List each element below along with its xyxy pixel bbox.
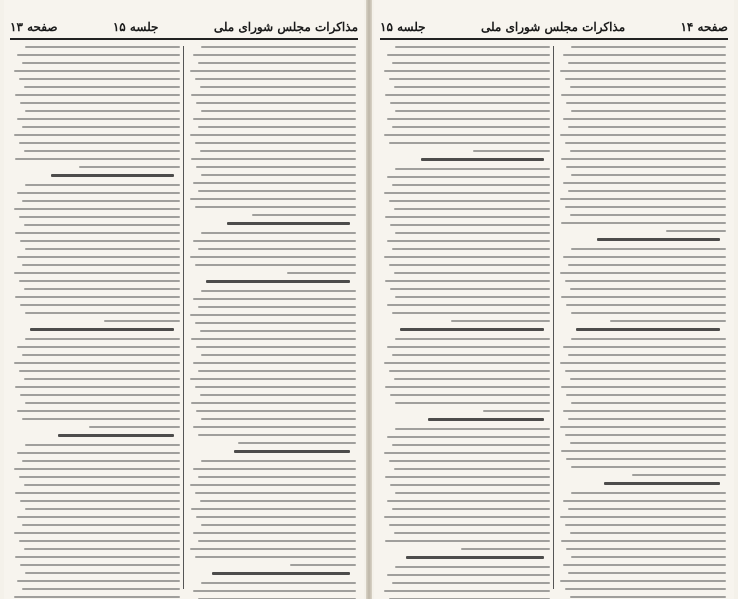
text-line xyxy=(394,378,550,380)
text-line xyxy=(561,540,726,542)
text-line xyxy=(566,304,726,306)
text-line xyxy=(198,248,356,250)
text-line xyxy=(560,516,726,518)
text-line xyxy=(15,158,180,160)
text-line xyxy=(563,500,726,502)
text-line xyxy=(387,436,550,438)
text-line xyxy=(200,394,356,396)
text-line xyxy=(14,532,180,534)
text-line xyxy=(565,142,726,144)
text-line xyxy=(193,54,356,56)
text-line xyxy=(201,290,356,292)
text-line xyxy=(200,330,356,332)
text-line xyxy=(394,208,550,210)
text-line xyxy=(461,548,550,550)
text-line xyxy=(390,484,550,486)
text-line xyxy=(195,386,356,388)
text-line xyxy=(193,118,356,120)
text-line xyxy=(570,150,726,152)
text-line xyxy=(89,426,180,428)
text-line xyxy=(392,354,550,356)
text-line xyxy=(563,54,726,56)
right-page-right-column xyxy=(558,46,726,589)
right-page-title: مذاکرات مجلس شورای ملی xyxy=(480,20,626,34)
right-page-header-rule xyxy=(380,38,728,40)
text-line xyxy=(395,46,550,48)
text-line xyxy=(390,102,550,104)
agenda-item-heading xyxy=(428,418,544,421)
text-line xyxy=(570,378,726,380)
text-line xyxy=(570,442,726,444)
left-page-title: مذاکرات مجلس شورای ملی xyxy=(213,20,358,34)
text-line xyxy=(190,70,356,72)
agenda-item-heading xyxy=(604,482,720,485)
text-line xyxy=(560,580,726,582)
text-line xyxy=(392,508,550,510)
text-line xyxy=(193,590,356,592)
text-line xyxy=(385,280,550,282)
text-line xyxy=(196,102,356,104)
text-line xyxy=(22,126,180,128)
text-line xyxy=(394,468,550,470)
text-line xyxy=(17,516,180,518)
text-line xyxy=(19,142,180,144)
text-line xyxy=(395,232,550,234)
text-line xyxy=(565,206,726,208)
left-page-header xyxy=(10,18,358,36)
text-line xyxy=(568,190,726,192)
text-line xyxy=(17,580,180,582)
text-line xyxy=(201,232,356,234)
text-line xyxy=(666,230,726,232)
text-line xyxy=(201,460,356,462)
text-line xyxy=(15,94,180,96)
left-page-left-column xyxy=(12,46,180,589)
text-line xyxy=(384,256,550,258)
text-line xyxy=(15,386,180,388)
text-line xyxy=(191,402,356,404)
text-line xyxy=(384,516,550,518)
text-line xyxy=(191,508,356,510)
text-line xyxy=(392,582,550,584)
text-line xyxy=(389,264,550,266)
text-line xyxy=(483,410,550,412)
text-line xyxy=(24,288,180,290)
text-line xyxy=(568,126,726,128)
text-line xyxy=(571,312,726,314)
text-line xyxy=(394,86,550,88)
text-line xyxy=(384,452,550,454)
text-line xyxy=(392,312,550,314)
text-line xyxy=(17,410,180,412)
text-line xyxy=(24,86,180,88)
text-line xyxy=(19,540,180,542)
text-line xyxy=(571,492,726,494)
text-line xyxy=(392,184,550,186)
text-line xyxy=(198,370,356,372)
text-line xyxy=(14,70,180,72)
agenda-item-heading xyxy=(227,222,350,225)
text-line xyxy=(561,450,726,452)
text-line xyxy=(190,256,356,258)
text-line xyxy=(195,78,356,80)
text-line xyxy=(190,314,356,316)
text-line xyxy=(200,500,356,502)
text-line xyxy=(390,288,550,290)
text-line xyxy=(571,466,726,468)
text-line xyxy=(17,54,180,56)
text-line xyxy=(560,70,726,72)
text-line xyxy=(395,402,550,404)
agenda-item-heading xyxy=(58,434,174,437)
text-line xyxy=(566,458,726,460)
text-line xyxy=(384,362,550,364)
text-line xyxy=(563,410,726,412)
text-line xyxy=(570,532,726,534)
text-line xyxy=(200,86,356,88)
text-line xyxy=(571,248,726,250)
text-line xyxy=(387,304,550,306)
text-line xyxy=(560,198,726,200)
text-line xyxy=(195,322,356,324)
text-line xyxy=(568,264,726,266)
text-line xyxy=(561,296,726,298)
text-line xyxy=(385,386,550,388)
text-line xyxy=(20,102,180,104)
text-line xyxy=(566,166,726,168)
text-line xyxy=(20,564,180,566)
text-line xyxy=(25,572,180,574)
text-line xyxy=(17,192,180,194)
text-line xyxy=(565,78,726,80)
left-page-header-rule xyxy=(10,38,358,40)
text-line xyxy=(198,540,356,542)
text-line xyxy=(563,564,726,566)
text-line xyxy=(193,362,356,364)
text-line xyxy=(632,474,726,476)
text-line xyxy=(25,312,180,314)
text-line xyxy=(195,142,356,144)
text-line xyxy=(195,492,356,494)
text-line xyxy=(79,166,180,168)
text-line xyxy=(25,248,180,250)
text-line xyxy=(15,296,180,298)
text-line xyxy=(190,198,356,200)
text-line xyxy=(198,434,356,436)
text-line xyxy=(387,176,550,178)
text-line xyxy=(22,200,180,202)
text-line xyxy=(392,62,550,64)
text-line xyxy=(565,434,726,436)
text-line xyxy=(395,428,550,430)
agenda-item-heading xyxy=(406,556,544,559)
text-line xyxy=(568,354,726,356)
text-line xyxy=(201,524,356,526)
text-line xyxy=(193,182,356,184)
text-line xyxy=(190,134,356,136)
text-line xyxy=(395,168,550,170)
text-line xyxy=(19,280,180,282)
text-line xyxy=(387,574,550,576)
text-line xyxy=(392,248,550,250)
text-line xyxy=(22,418,180,420)
text-line xyxy=(385,216,550,218)
right-page xyxy=(374,0,734,599)
text-line xyxy=(201,46,356,48)
text-line xyxy=(198,62,356,64)
agenda-item-heading xyxy=(576,328,720,331)
text-line xyxy=(14,272,180,274)
agenda-item-heading xyxy=(30,328,174,331)
text-line xyxy=(390,394,550,396)
text-line xyxy=(24,378,180,380)
text-line xyxy=(195,556,356,558)
text-line xyxy=(191,94,356,96)
text-line xyxy=(20,304,180,306)
text-line xyxy=(24,224,180,226)
text-line xyxy=(190,548,356,550)
text-line xyxy=(196,166,356,168)
right-page-session: جلسه ۱۵ xyxy=(380,20,426,34)
text-line xyxy=(25,402,180,404)
text-line xyxy=(193,468,356,470)
text-line xyxy=(238,442,356,444)
text-line xyxy=(22,264,180,266)
text-line xyxy=(22,588,180,590)
text-line xyxy=(395,338,550,340)
text-line xyxy=(22,62,180,64)
text-line xyxy=(384,590,550,592)
text-line xyxy=(17,256,180,258)
text-line xyxy=(193,532,356,534)
text-line xyxy=(198,306,356,308)
text-line xyxy=(395,110,550,112)
text-line xyxy=(20,240,180,242)
text-line xyxy=(22,524,180,526)
text-line xyxy=(561,158,726,160)
text-line xyxy=(22,460,180,462)
text-line xyxy=(198,190,356,192)
text-line xyxy=(566,394,726,396)
text-line xyxy=(25,46,180,48)
text-line xyxy=(196,410,356,412)
text-line xyxy=(395,566,550,568)
text-line xyxy=(570,86,726,88)
agenda-item-heading xyxy=(212,572,350,575)
text-line xyxy=(385,94,550,96)
text-line xyxy=(565,370,726,372)
text-line xyxy=(560,272,726,274)
text-line xyxy=(570,596,726,598)
text-line xyxy=(195,206,356,208)
text-line xyxy=(287,272,356,274)
text-line xyxy=(201,582,356,584)
text-line xyxy=(14,134,180,136)
text-line xyxy=(560,426,726,428)
text-line xyxy=(387,240,550,242)
text-line xyxy=(198,476,356,478)
text-line xyxy=(563,346,726,348)
text-line xyxy=(563,118,726,120)
text-line xyxy=(563,256,726,258)
text-line xyxy=(385,540,550,542)
right-page-left-column xyxy=(382,46,550,589)
text-line xyxy=(561,94,726,96)
text-line xyxy=(191,158,356,160)
text-line xyxy=(25,110,180,112)
text-line xyxy=(387,346,550,348)
text-line xyxy=(22,354,180,356)
text-line xyxy=(387,54,550,56)
text-line xyxy=(560,362,726,364)
text-line xyxy=(14,468,180,470)
text-line xyxy=(198,126,356,128)
text-line xyxy=(196,516,356,518)
text-line xyxy=(190,378,356,380)
text-line xyxy=(568,508,726,510)
text-line xyxy=(389,78,550,80)
text-line xyxy=(384,134,550,136)
text-line xyxy=(571,556,726,558)
text-line xyxy=(14,362,180,364)
text-line xyxy=(392,126,550,128)
text-line xyxy=(15,556,180,558)
text-line xyxy=(17,346,180,348)
agenda-item-heading xyxy=(597,238,720,241)
text-line xyxy=(571,46,726,48)
text-line xyxy=(389,142,550,144)
left-page-session: جلسه ۱۵ xyxy=(112,20,159,34)
text-line xyxy=(561,222,726,224)
text-line xyxy=(389,524,550,526)
text-line xyxy=(190,484,356,486)
text-line xyxy=(385,476,550,478)
text-line xyxy=(195,264,356,266)
text-line xyxy=(395,296,550,298)
text-line xyxy=(193,426,356,428)
text-line xyxy=(390,224,550,226)
text-line xyxy=(560,134,726,136)
text-line xyxy=(571,110,726,112)
text-line xyxy=(563,182,726,184)
text-line xyxy=(568,62,726,64)
text-line xyxy=(25,338,180,340)
text-line xyxy=(19,476,180,478)
text-line xyxy=(25,444,180,446)
text-line xyxy=(15,492,180,494)
text-line xyxy=(201,110,356,112)
text-line xyxy=(20,394,180,396)
text-line xyxy=(451,320,550,322)
text-line xyxy=(395,492,550,494)
right-page-number: صفحه ۱۴ xyxy=(680,20,728,34)
text-line xyxy=(20,500,180,502)
agenda-item-heading xyxy=(51,174,174,177)
text-line xyxy=(394,272,550,274)
text-line xyxy=(24,484,180,486)
text-line xyxy=(571,174,726,176)
right-page-header xyxy=(380,18,728,36)
text-line xyxy=(389,370,550,372)
text-line xyxy=(193,240,356,242)
text-line xyxy=(193,298,356,300)
text-line xyxy=(24,548,180,550)
text-line xyxy=(25,184,180,186)
text-line xyxy=(191,338,356,340)
text-line xyxy=(14,596,180,598)
text-line xyxy=(17,452,180,454)
text-line xyxy=(565,588,726,590)
text-line xyxy=(24,150,180,152)
text-line xyxy=(561,386,726,388)
text-line xyxy=(104,320,180,322)
text-line xyxy=(389,460,550,462)
left-page-right-column xyxy=(188,46,356,589)
right-page-column-divider xyxy=(553,46,554,589)
text-line xyxy=(201,174,356,176)
text-line xyxy=(15,232,180,234)
text-line xyxy=(384,70,550,72)
text-line xyxy=(387,118,550,120)
text-line xyxy=(570,288,726,290)
text-line xyxy=(566,548,726,550)
text-line xyxy=(25,508,180,510)
text-line xyxy=(610,320,726,322)
text-line xyxy=(565,280,726,282)
text-line xyxy=(571,402,726,404)
text-line xyxy=(473,150,550,152)
text-line xyxy=(290,564,356,566)
text-line xyxy=(201,354,356,356)
agenda-item-heading xyxy=(206,280,350,283)
text-line xyxy=(19,216,180,218)
text-line xyxy=(14,208,180,210)
text-line xyxy=(252,214,356,216)
text-line xyxy=(19,78,180,80)
text-line xyxy=(392,444,550,446)
text-line xyxy=(394,532,550,534)
text-line xyxy=(200,150,356,152)
text-line xyxy=(389,200,550,202)
text-line xyxy=(565,524,726,526)
text-line xyxy=(566,102,726,104)
text-line xyxy=(568,418,726,420)
text-line xyxy=(387,500,550,502)
left-page-number: صفحه ۱۳ xyxy=(10,20,58,34)
text-line xyxy=(201,418,356,420)
text-line xyxy=(384,192,550,194)
text-line xyxy=(17,118,180,120)
agenda-item-heading xyxy=(421,158,544,161)
text-line xyxy=(571,338,726,340)
page-gutter xyxy=(366,0,372,599)
text-line xyxy=(19,370,180,372)
agenda-item-heading xyxy=(400,328,544,331)
left-page-column-divider xyxy=(183,46,184,589)
text-line xyxy=(570,214,726,216)
left-page xyxy=(4,0,364,599)
text-line xyxy=(196,346,356,348)
text-line xyxy=(568,572,726,574)
agenda-item-heading xyxy=(234,450,350,453)
